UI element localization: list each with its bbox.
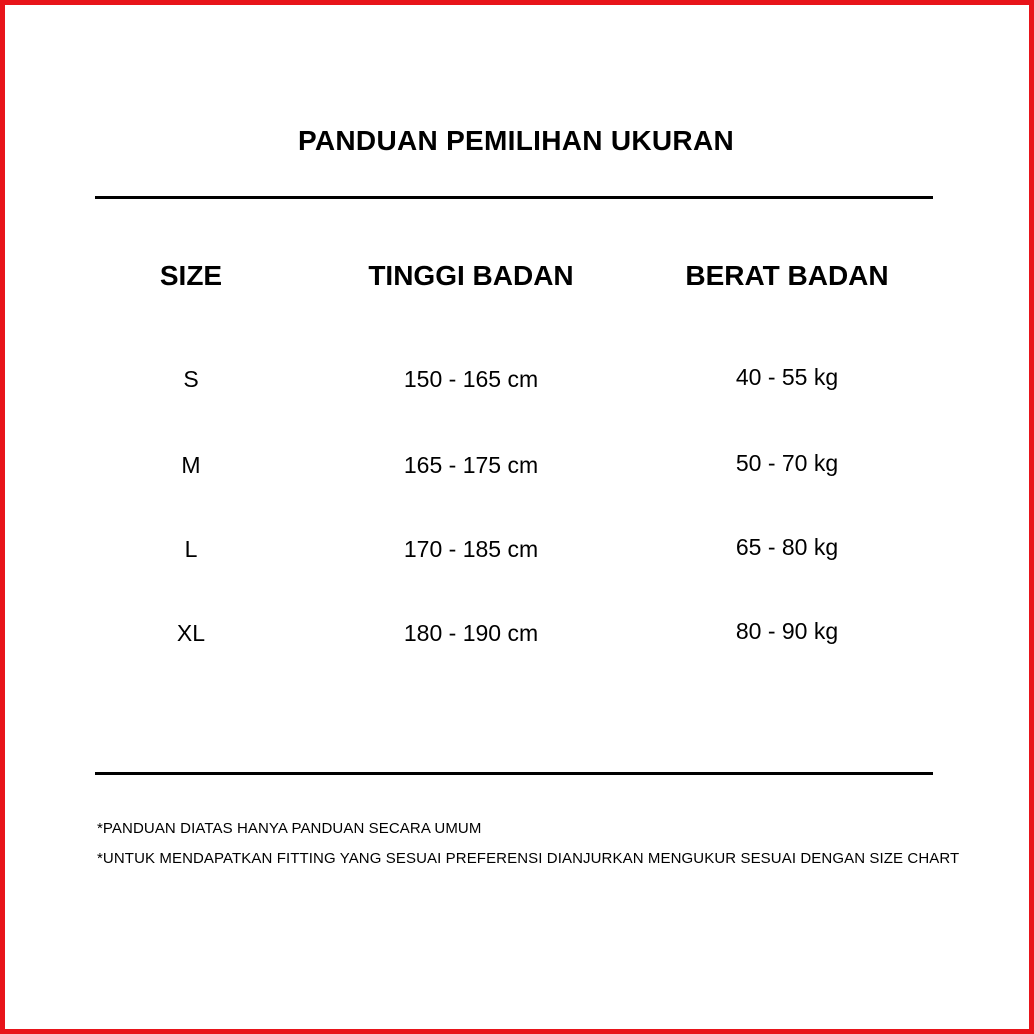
table-row-weight: 50 - 70 kg xyxy=(735,450,839,476)
table-row-size: S xyxy=(183,366,199,392)
table-row-size: M xyxy=(181,452,201,478)
table-row-weight: 65 - 80 kg xyxy=(735,534,839,560)
table-row-weight: 40 - 55 kg xyxy=(735,364,839,390)
table-row-height: 170 - 185 cm xyxy=(403,536,539,562)
footnote-fitting: *UNTUK MENDAPATKAN FITTING YANG SESUAI PREFERENSI DIANJURKAN MENGUKUR SESUAI DENGAN SIZE CHART xyxy=(97,850,960,867)
table-row-size: XL xyxy=(176,620,206,646)
table-row-weight: 80 - 90 kg xyxy=(735,618,839,644)
table-row-height: 165 - 175 cm xyxy=(403,452,539,478)
column-header-weight: BERAT BADAN xyxy=(685,260,889,291)
top-divider xyxy=(95,196,933,199)
page-title: PANDUAN PEMILIHAN UKURAN xyxy=(297,125,734,156)
bottom-divider xyxy=(95,772,933,775)
column-header-height: TINGGI BADAN xyxy=(368,260,574,291)
table-row-height: 180 - 190 cm xyxy=(403,620,539,646)
table-row-height: 150 - 165 cm xyxy=(403,366,539,392)
footnote-general: *PANDUAN DIATAS HANYA PANDUAN SECARA UMUM xyxy=(97,820,482,837)
table-row-size: L xyxy=(184,536,198,562)
column-header-size: SIZE xyxy=(159,260,223,291)
